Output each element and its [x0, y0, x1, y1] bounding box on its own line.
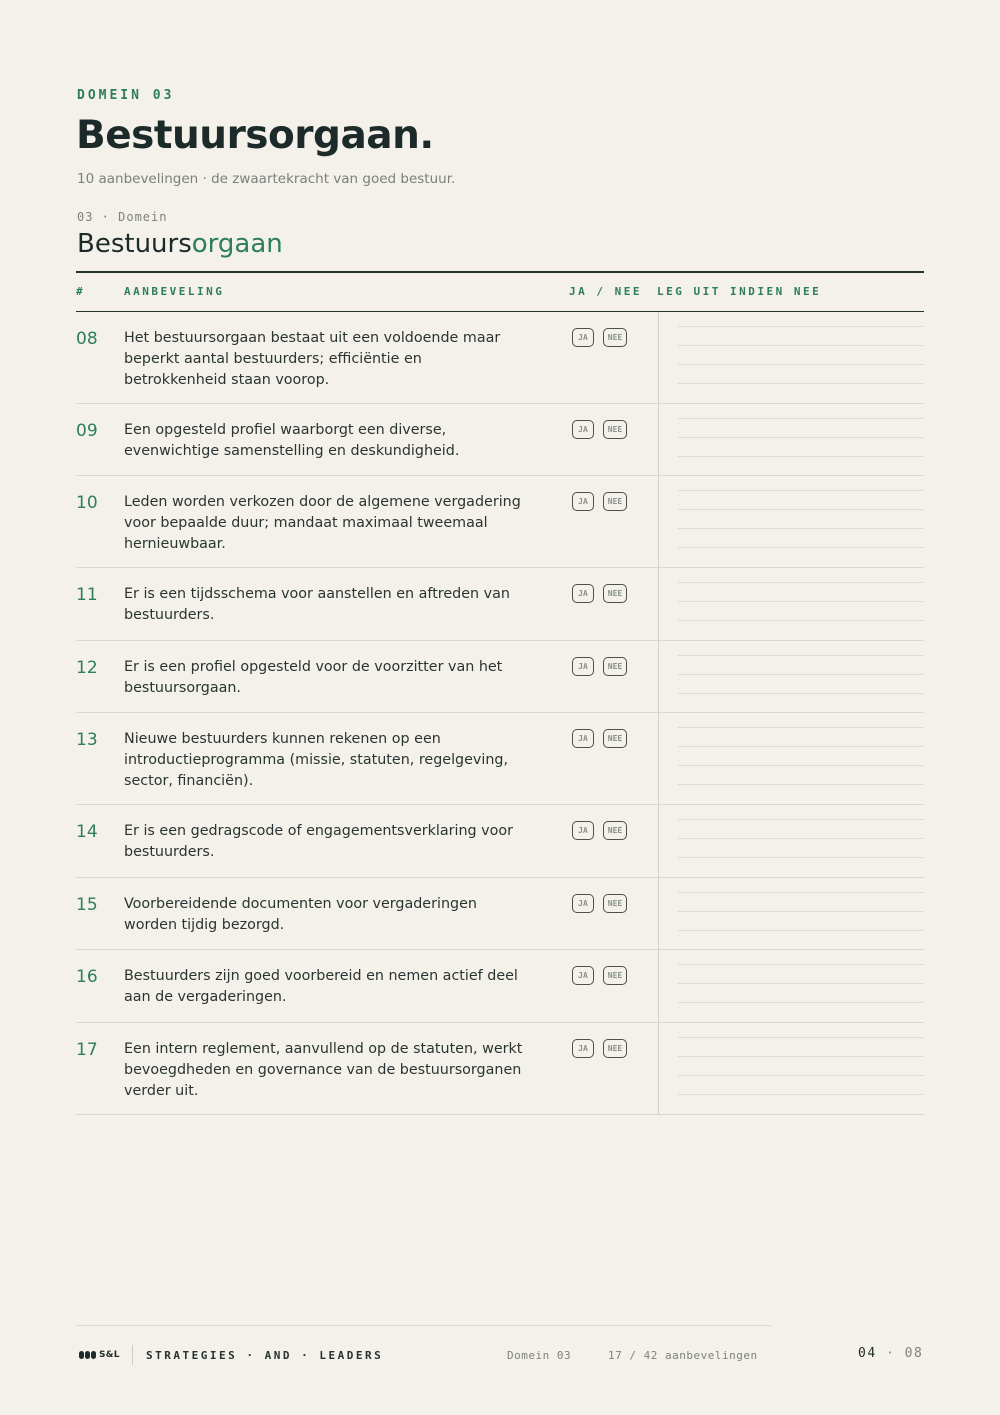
logo-wordmark: S&L [99, 1350, 120, 1360]
table-row [76, 641, 924, 713]
yes-no-choice [572, 729, 627, 748]
row-number: 09 [76, 421, 98, 441]
table-row [76, 713, 924, 805]
recommendation-text: Een opgesteld profiel waarborgt een diverse, evenwichtige samenstelling en deskundigheid. [124, 422, 460, 459]
footer-divider [132, 1345, 133, 1365]
table-row [76, 805, 924, 878]
recommendation-text: Bestuurders zijn goed voorbereid en nemen actief deel aan de vergaderingen. [124, 968, 518, 1005]
no-checkbox[interactable]: NEE [603, 821, 627, 840]
explain-writing-line[interactable] [678, 1075, 924, 1076]
table-row [76, 476, 924, 568]
column-divider [658, 713, 659, 804]
explain-writing-line[interactable] [678, 1094, 924, 1095]
explain-writing-line[interactable] [678, 746, 924, 747]
column-divider [658, 476, 659, 567]
explain-writing-line[interactable] [678, 674, 924, 675]
footer-domain-label: Domein 03 [507, 1349, 572, 1362]
yes-no-choice [572, 1039, 627, 1058]
row-number: 10 [76, 493, 98, 513]
yes-checkbox[interactable]: JA [572, 420, 594, 439]
table-row [76, 312, 924, 404]
column-divider [658, 312, 659, 403]
yes-no-choice [572, 492, 627, 511]
logo-mark-icon [79, 1351, 96, 1359]
explain-writing-line[interactable] [678, 582, 924, 583]
section-kicker: 03 · Domein [77, 210, 168, 224]
table-row [76, 404, 924, 476]
recommendation-text: Leden worden verkozen door de algemene vergadering voor bepaalde duur; mandaat maximaal tweemaal hernieuwbaar. [124, 494, 521, 552]
yes-no-choice [572, 328, 627, 347]
brand-name: STRATEGIES · AND · LEADERS [146, 1349, 384, 1362]
no-checkbox[interactable]: NEE [603, 729, 627, 748]
recommendation-text: Voorbereidende documenten voor vergaderingen worden tijdig bezorgd. [124, 896, 477, 933]
recommendation-text: Het bestuursorgaan bestaat uit een voldoende maar beperkt aantal bestuurders; efficiëntie en betrokkenheid staan voorop. [124, 330, 501, 388]
yes-no-choice [572, 821, 627, 840]
yes-checkbox[interactable]: JA [572, 492, 594, 511]
row-number: 14 [76, 822, 98, 842]
explain-writing-line[interactable] [678, 547, 924, 548]
footer-count-label: 17 / 42 aanbevelingen [608, 1349, 758, 1362]
no-checkbox[interactable]: NEE [603, 966, 627, 985]
explain-writing-line[interactable] [678, 456, 924, 457]
yes-checkbox[interactable]: JA [572, 657, 594, 676]
column-header-number: # [76, 285, 86, 298]
page-number [858, 1346, 923, 1361]
column-divider [658, 805, 659, 877]
recommendation-text: Er is een tijdsschema voor aanstellen en aftreden van bestuurders. [124, 586, 510, 623]
explain-writing-line[interactable] [678, 727, 924, 728]
recommendation-text: Nieuwe bestuurders kunnen rekenen op een introductieprogramma (missie, statuten, regelgeving, sector, financiën). [124, 731, 509, 789]
no-checkbox[interactable]: NEE [603, 894, 627, 913]
column-divider [658, 404, 659, 475]
table-row [76, 950, 924, 1023]
column-divider [658, 1023, 659, 1114]
column-header-explain: LEG UIT INDIEN NEE [657, 285, 822, 298]
column-divider [658, 878, 659, 949]
yes-no-choice [572, 584, 627, 603]
page-current: 04 [858, 1346, 877, 1361]
recommendation-text: Er is een gedragscode of engagementsverklaring voor bestuurders. [124, 823, 513, 860]
explain-writing-line[interactable] [678, 983, 924, 984]
recommendation-text: Een intern reglement, aanvullend op de statuten, werkt bevoegdheden en governance van de bestuursorganen verder uit. [124, 1041, 523, 1099]
page-separator: · [885, 1346, 896, 1361]
explain-writing-line[interactable] [678, 655, 924, 656]
page-title: Bestuursorgaan. [76, 113, 434, 158]
explain-writing-line[interactable] [678, 528, 924, 529]
explain-writing-line[interactable] [678, 601, 924, 602]
table-row [76, 878, 924, 950]
explain-writing-line[interactable] [678, 838, 924, 839]
yes-checkbox[interactable]: JA [572, 894, 594, 913]
no-checkbox[interactable]: NEE [603, 584, 627, 603]
explain-writing-line[interactable] [678, 911, 924, 912]
explain-writing-line[interactable] [678, 1002, 924, 1003]
company-logo [79, 1350, 120, 1360]
recommendation-text: Er is een profiel opgesteld voor de voorzitter van het bestuursorgaan. [124, 659, 503, 696]
explain-writing-line[interactable] [678, 345, 924, 346]
explain-writing-line[interactable] [678, 437, 924, 438]
table-row [76, 1023, 924, 1115]
explain-writing-line[interactable] [678, 509, 924, 510]
row-number: 08 [76, 329, 98, 349]
yes-checkbox[interactable]: JA [572, 328, 594, 347]
yes-no-choice [572, 894, 627, 913]
no-checkbox[interactable]: NEE [603, 492, 627, 511]
column-divider [658, 641, 659, 712]
yes-checkbox[interactable]: JA [572, 821, 594, 840]
explain-writing-line[interactable] [678, 964, 924, 965]
row-number: 17 [76, 1040, 98, 1060]
yes-checkbox[interactable]: JA [572, 729, 594, 748]
explain-writing-line[interactable] [678, 784, 924, 785]
page-total: 08 [904, 1346, 924, 1361]
no-checkbox[interactable]: NEE [603, 328, 627, 347]
explain-writing-line[interactable] [678, 819, 924, 820]
explain-writing-line[interactable] [678, 364, 924, 365]
recommendation-table [76, 312, 924, 1115]
table-header [76, 272, 924, 312]
column-header-recommendation: AANBEVELING [124, 285, 225, 298]
column-divider [658, 950, 659, 1022]
explain-writing-line[interactable] [678, 857, 924, 858]
explain-writing-line[interactable] [678, 892, 924, 893]
explain-writing-line[interactable] [678, 620, 924, 621]
explain-writing-line[interactable] [678, 693, 924, 694]
yes-checkbox[interactable]: JA [572, 584, 594, 603]
domain-eyebrow: DOMEIN 03 [77, 88, 175, 103]
section-title [77, 229, 283, 259]
yes-no-choice [572, 420, 627, 439]
footer-rule [76, 1325, 771, 1326]
explain-writing-line[interactable] [678, 383, 924, 384]
row-number: 12 [76, 658, 98, 678]
explain-writing-line[interactable] [678, 1037, 924, 1038]
explain-writing-line[interactable] [678, 326, 924, 327]
table-row [76, 568, 924, 641]
section-title-accent: orgaan [191, 229, 283, 259]
column-divider [658, 568, 659, 640]
no-checkbox[interactable]: NEE [603, 420, 627, 439]
no-checkbox[interactable]: NEE [603, 1039, 627, 1058]
row-number: 16 [76, 967, 98, 987]
row-number: 11 [76, 585, 98, 605]
page-subtitle: 10 aanbevelingen · de zwaartekracht van goed bestuur. [77, 171, 456, 187]
explain-writing-line[interactable] [678, 930, 924, 931]
yes-no-choice [572, 657, 627, 676]
yes-checkbox[interactable]: JA [572, 1039, 594, 1058]
explain-writing-line[interactable] [678, 490, 924, 491]
yes-no-choice [572, 966, 627, 985]
row-number: 15 [76, 895, 98, 915]
row-number: 13 [76, 730, 98, 750]
yes-checkbox[interactable]: JA [572, 966, 594, 985]
explain-writing-line[interactable] [678, 1056, 924, 1057]
section-title-main: Bestuurs [77, 229, 192, 259]
no-checkbox[interactable]: NEE [603, 657, 627, 676]
column-header-yes-no: JA / NEE [569, 285, 642, 298]
explain-writing-line[interactable] [678, 765, 924, 766]
explain-writing-line[interactable] [678, 418, 924, 419]
